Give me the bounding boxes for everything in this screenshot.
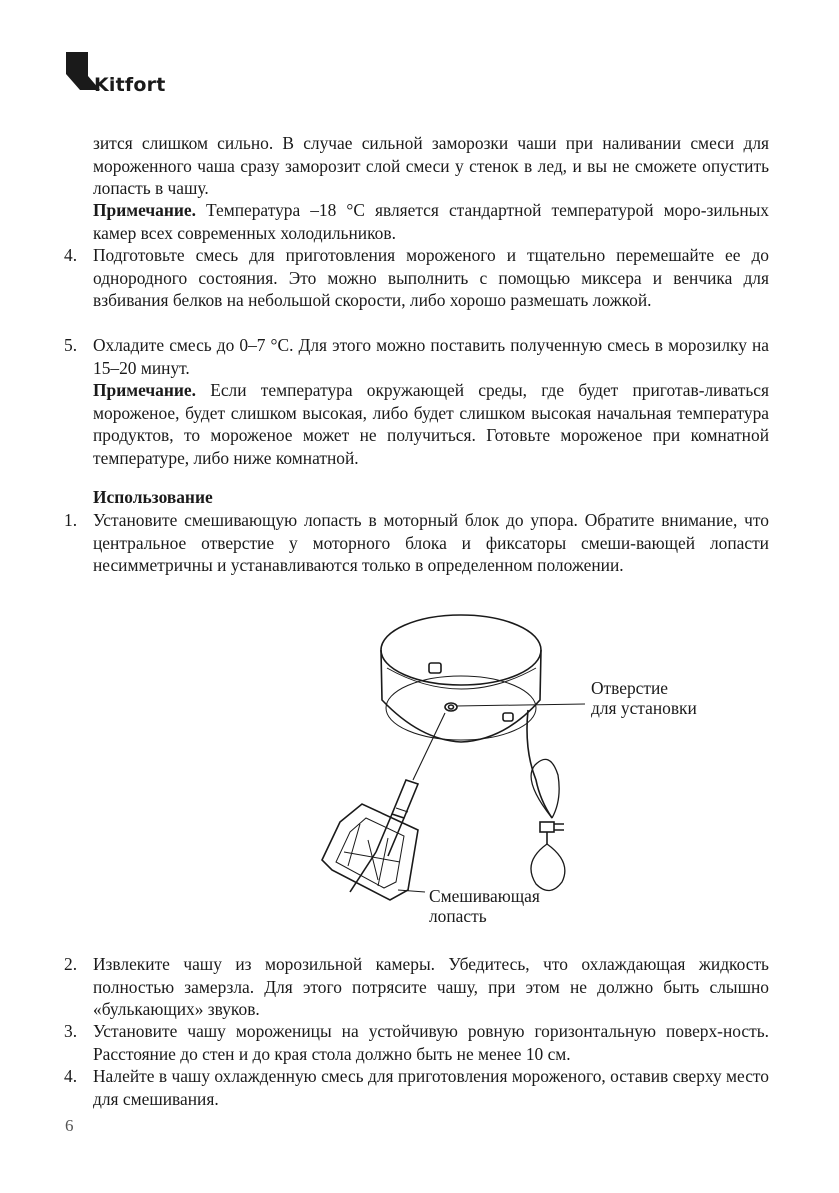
list-number: 1. <box>64 510 78 530</box>
note-text: Температура –18 °С является стандартной температурой моро-зильных камер всех современных холодильников. <box>93 200 769 243</box>
list-number: 4. <box>64 245 78 265</box>
note-text: Если температура окружающей среды, где будет приготав-ливаться мороженое, будет слишком высокая, либо будет слишком высокая начальная температура продуктов, то мороженое может не получиться. Готовьте мороженое при комнатной температуре, либо ниже комнатной. <box>93 380 769 468</box>
list-item: Установите чашу мороженицы на устойчивую ровную горизонтальную поверх-ность. Расстояние до стен и до края стола должно быть не менее 10 см. <box>93 1021 769 1064</box>
section-heading: Использование <box>93 487 213 507</box>
note-paragraph-2 <box>93 379 769 469</box>
list-number: 4. <box>64 1066 78 1086</box>
label-hole-line1: Отверстие <box>591 678 669 698</box>
label-paddle-line1: Смешивающая <box>429 886 540 906</box>
note-label: Примечание. <box>93 200 196 220</box>
list-number: 2. <box>64 954 78 974</box>
page-number: 6 <box>65 1116 74 1135</box>
list-number: 5. <box>64 335 78 355</box>
list-item: Извлеките чашу из морозильной камеры. Убедитесь, что охлаждающая жидкость полностью замерзла. Для этого потрясите чашу, при этом не должно быть слышно «булькающих» звуков. <box>93 954 769 1019</box>
list-item: Налейте в чашу охлажденную смесь для приготовления мороженого, оставив сверху место для смешивания. <box>93 1066 769 1109</box>
brand-name: Kitfort <box>94 74 166 96</box>
label-paddle-line2: лопасть <box>429 906 487 926</box>
label-hole-line2: для установки <box>591 698 697 718</box>
list-item: Подготовьте смесь для приготовления мороженого и тщательно перемешайте ее до однородного состояния. Это можно выполнить с помощью миксера и венчика для взбивания белков на небольшой скорости, либо хорошо размешать ложкой. <box>93 245 769 310</box>
note-paragraph-1 <box>93 199 769 244</box>
note-label: Примечание. <box>93 380 196 400</box>
continued-paragraph: зится слишком сильно. В случае сильной заморозки чаши при наливании смеси для мороженного чаша сразу заморозит слой смеси у стенок в лед, и вы не сможете опустить лопасть в чашу. <box>93 133 769 198</box>
list-number: 3. <box>64 1021 78 1041</box>
list-item: Установите смешивающую лопасть в моторный блок до упора. Обратите внимание, что центральное отверстие у моторного блока и фиксаторы смеши-вающей лопасти несимметричны и устанавливаются только в определенном положении. <box>93 510 769 575</box>
list-item: Охладите смесь до 0–7 °С. Для этого можно поставить полученную смесь в морозилку на 15–20 минут. <box>93 335 769 378</box>
